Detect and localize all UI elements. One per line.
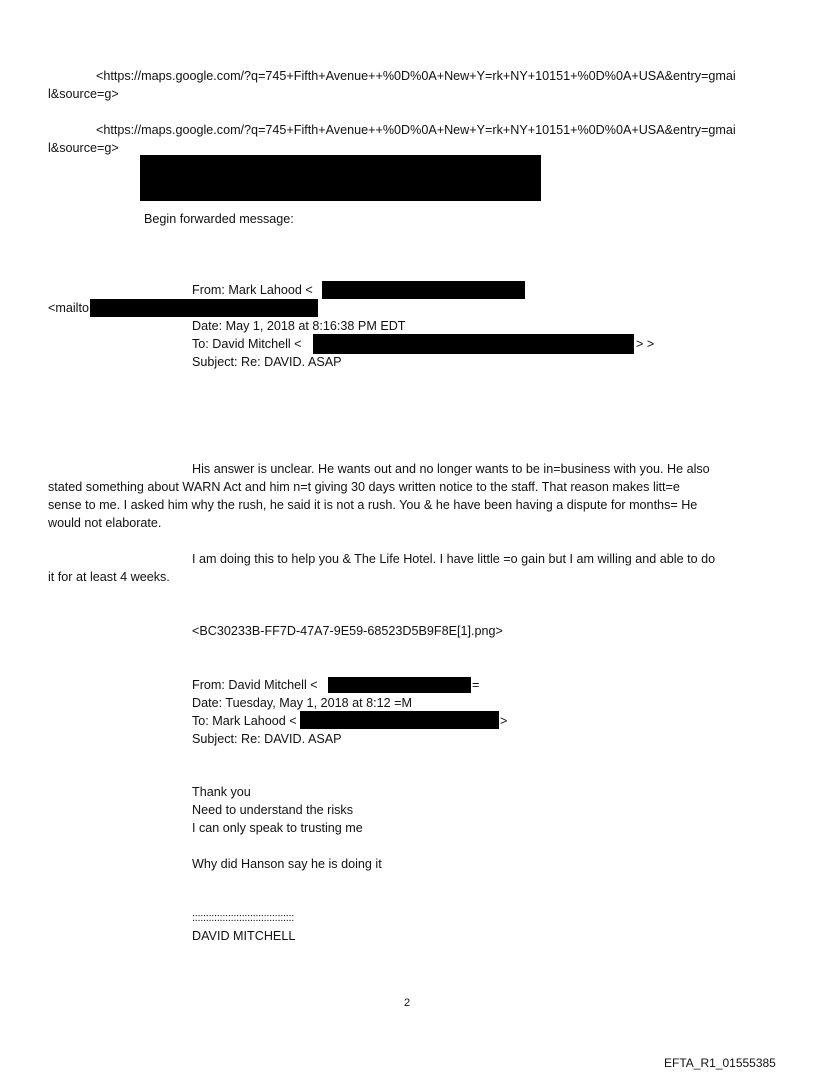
body1-p2-line1: I am doing this to help you & The Life Hotel. I have little =o gain but I am willing and able to do: [192, 552, 716, 566]
header1-date: Date: May 1, 2018 at 8:16:38 PM EDT: [192, 319, 406, 333]
header1-subject: Subject: Re: DAVID. ASAP: [192, 355, 342, 369]
map-link-2-line2: l&source=g>: [48, 141, 119, 155]
body1-p1-line2: stated something about WARN Act and him n=t giving 30 days written notice to the staff. That reason makes litt=e: [48, 480, 680, 494]
redaction-block: [140, 155, 541, 201]
map-link-1-line2: l&source=g>: [48, 87, 119, 101]
map-link-2-line1: <https://maps.google.com/?q=745+Fifth+Avenue++%0D%0A+New+Y=rk+NY+10151+%0D%0A+USA&entry=gmai: [96, 123, 736, 137]
body2-line2: Need to understand the risks: [192, 803, 354, 817]
redaction-block: [322, 281, 525, 299]
body1-p1-line4: would not elaborate.: [48, 516, 162, 530]
header1-to-tail: > >: [636, 337, 655, 351]
redaction-block: [90, 299, 318, 317]
body2-line4: Why did Hanson say he is doing it: [192, 857, 382, 871]
signature-name: DAVID MITCHELL: [192, 929, 296, 943]
header2-to-tail: >: [500, 714, 508, 728]
body1-p1-line3: sense to me. I asked him why the rush, he said it is not a rush. You & he have been having a dispute for months= He: [48, 498, 698, 512]
header2-subject: Subject: Re: DAVID. ASAP: [192, 732, 342, 746]
signature-dots: :::::::::::::::::::::::::::::::::::::: [192, 912, 294, 924]
document-id: EFTA_R1_01555385: [664, 1056, 776, 1070]
header1-to: To: David Mitchell <: [192, 337, 302, 351]
redaction-block: [300, 711, 499, 729]
forwarded-message-label: Begin forwarded message:: [144, 212, 294, 226]
header1-from: From: Mark Lahood <: [192, 283, 313, 297]
redaction-block: [313, 334, 634, 354]
body2-line3: I can only speak to trusting me: [192, 821, 363, 835]
header2-from: From: David Mitchell <: [192, 678, 318, 692]
header2-to: To: Mark Lahood <: [192, 714, 297, 728]
body2-line1: Thank you: [192, 785, 251, 799]
header2-from-tail: =: [472, 678, 480, 692]
body1-p2-line2: it for at least 4 weeks.: [48, 570, 170, 584]
redaction-block: [328, 677, 471, 693]
body1-p1-line1: His answer is unclear. He wants out and no longer wants to be in=business with you. He also: [192, 462, 710, 476]
page-number: 2: [404, 997, 411, 1009]
header1-mailto: <mailto: [48, 301, 89, 315]
map-link-1-line1: <https://maps.google.com/?q=745+Fifth+Avenue++%0D%0A+New+Y=rk+NY+10151+%0D%0A+USA&entry=gmai: [96, 69, 736, 83]
attachment-filename: <BC30233B-FF7D-47A7-9E59-68523D5B9F8E[1].png>: [192, 624, 503, 638]
header2-date: Date: Tuesday, May 1, 2018 at 8:12 =M: [192, 696, 412, 710]
